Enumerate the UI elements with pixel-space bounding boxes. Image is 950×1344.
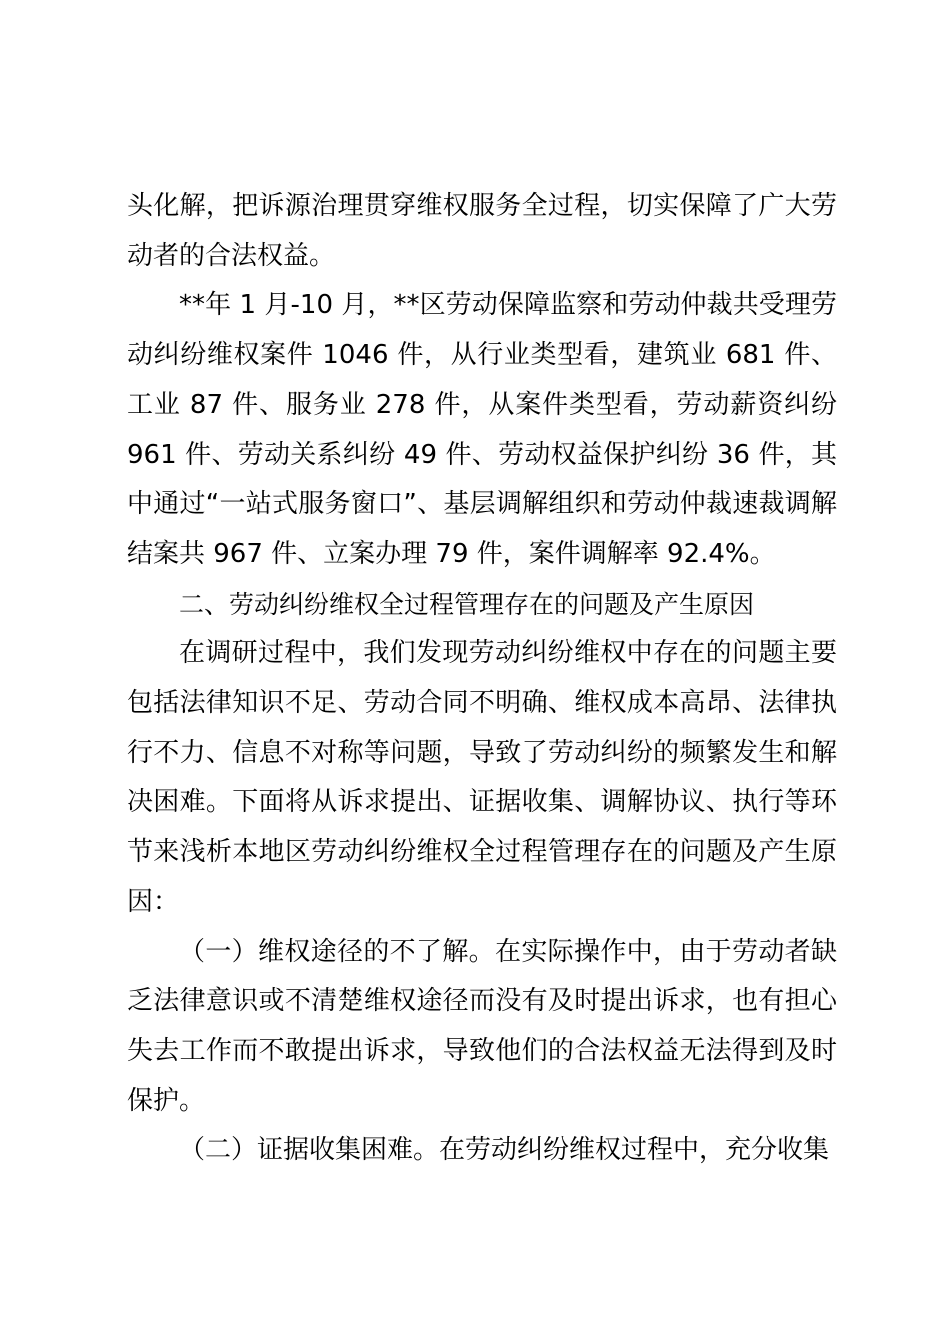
paragraph-continuation: 头化解，把诉源治理贯穿维权服务全过程，切实保障了广大劳动者的合法权益。 xyxy=(127,191,837,271)
paragraph-point-two: （二）证据收集困难。在劳动纠纷维权过程中，充分收集 xyxy=(179,1135,830,1166)
section-heading: 二、劳动纠纷维权全过程管理存在的问题及产生原因 xyxy=(179,589,755,619)
paragraph-point-one: （一）维权途径的不了解。在实际操作中，由于劳动者缺乏法律意识或不清楚维权途径而没有及时提出诉求，也有担心失去工作而不敢提出诉求，导致他们的合法权益无法得到及时保护。 xyxy=(127,936,837,1116)
paragraph-case-statistics: **年 1 月-10 月，**区劳动保障监察和劳动仲裁共受理劳动纠纷维权案件 1046 件，从行业类型看，建筑业 681 件、工业 87 件、服务业 278 件，从案件类型看，劳动薪资纠纷 961 件、劳动关系纠纷 49 件、劳动权益保护纠纷 36 件，其中通过“一站式服务窗口”、基层调解组织和劳动仲裁速裁调解结案共 967 件、立案办理 79 件，案件调解率 92.4%。 xyxy=(127,290,837,569)
paragraph-research-findings: 在调研过程中，我们发现劳动纠纷维权中存在的问题主要包括法律知识不足、劳动合同不明确、维权成本高昂、法律执行不力、信息不对称等问题，导致了劳动纠纷的频繁发生和解决困难。下面将从诉求提出、证据收集、调解协议、执行等环节来浅析本地区劳动纠纷维权全过程管理存在的问题及产生原因： xyxy=(127,638,837,917)
document-body xyxy=(127,182,837,1176)
